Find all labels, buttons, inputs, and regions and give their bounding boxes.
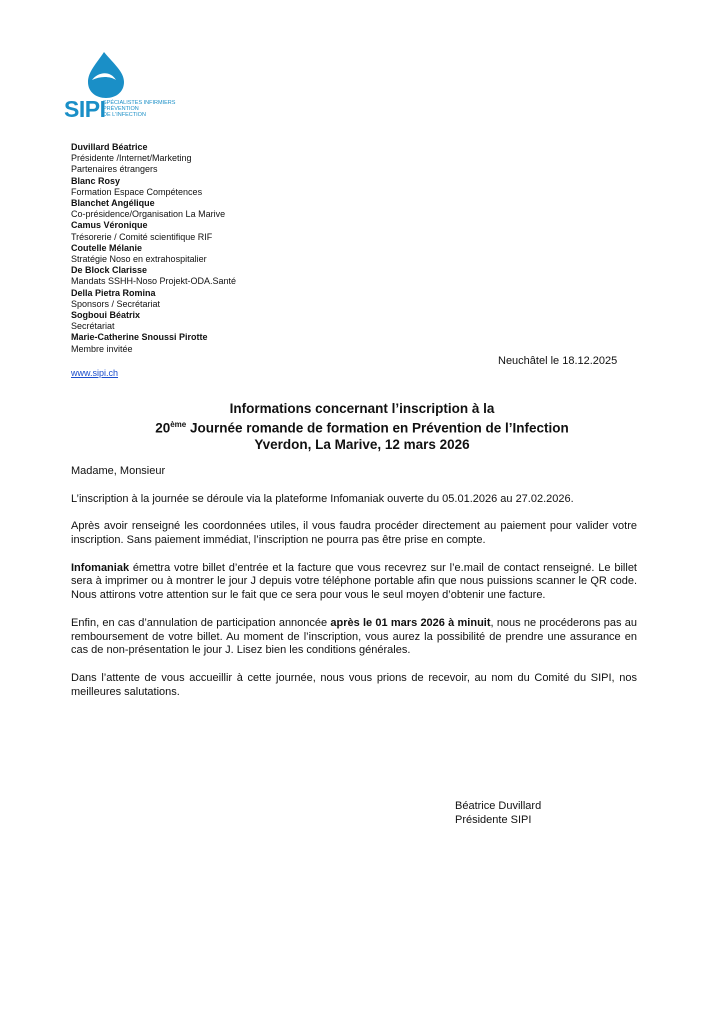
paragraph-ticket: Infomaniak émettra votre billet d’entrée et la facture que vous recevrez sur l’e.mail de contact renseigné. Le billet sera à imprimer ou à montrer le jour J depuis votre téléphone portable afin que nous puissions scanner le QR code. Nous attirons votre attention sur le fait que ce sera pour vous le seul moyen d’obtenir une facture. [71,561,637,602]
droplet-logo-icon [76,50,136,100]
committee-list [71,142,331,355]
paragraph-closing: Dans l’attente de vous accueillir à cette journée, nous vous prions de recevoir, au nom du Comité du SIPI, nos meilleures salutations. [71,671,637,698]
website-link[interactable]: www.sipi.ch [71,368,119,378]
place-date: Neuchâtel le 18.12.2025 [498,355,618,367]
member-role: Sponsors / Secrétariat [71,298,161,309]
member-name: Marie-Catherine Snoussi Pirotte [71,332,208,343]
member-role: Co-présidence/Organisation La Marive [71,209,226,220]
paragraph-registration: L’inscription à la journée se déroule via la plateforme Infomaniak ouverte du 05.01.2026 au 27.02.2026. [71,492,574,505]
member-name: Blanc Rosy [71,175,121,186]
paragraph-cancellation: Enfin, en cas d’annulation de participation annoncée après le 01 mars 2026 à minuit, nous ne procéderons pas au remboursement de votre billet. Au moment de l’inscription, vous aurez la possibilité de prendre une assurance en cas de non-présentation le jour J. Lisez bien les conditions générales. [71,616,638,657]
salutation: Madame, Monsieur [71,465,166,477]
letter-body [71,465,637,713]
member-name: Blanchet Angélique [71,198,155,209]
sipi-logo [64,50,184,122]
member-role: Mandats SSHH-Noso Projekt-ODA.Santé [71,276,237,287]
logo-brand: SIPI [64,96,106,122]
member-role: Formation Espace Compétences [71,186,203,197]
member-name: De Block Clarisse [71,265,148,276]
member-role: Trésorerie / Comité scientifique RIF [71,231,213,242]
member-role: Partenaires étrangers [71,164,158,175]
document-title [72,401,652,453]
title-line-2: 20ème Journée romande de formation en Prévention de l’Infection [155,420,569,436]
member-role: Membre invitée [71,343,133,354]
member-role: Secrétariat [71,321,115,332]
member-role: Stratégie Noso en extrahospitalier [71,254,207,265]
logo-subtitle: SPÉCIALISTES INFIRMIERS PRÉVENTION DE L'INFECTION [103,100,176,118]
member-name: Duvillard Béatrice [71,142,148,152]
member-name: Coutelle Mélanie [71,242,143,253]
signature-name: Béatrice Duvillard [455,800,542,812]
member-name: Camus Véronique [71,220,148,231]
member-name: Della Pietra Romina [71,287,156,298]
member-role: Présidente /Internet/Marketing [71,153,192,164]
signature-role: Présidente SIPI [455,813,532,826]
paragraph-payment: Après avoir renseigné les coordonnées utiles, il vous faudra procéder directement au paiement pour valider votre inscription. Sans paiement immédiat, l’inscription ne pourra pas être prise en compte. [71,520,637,546]
member-name: Sogboui Béatrix [71,310,141,321]
signature-block [455,800,541,828]
title-line-3: Yverdon, La Marive, 12 mars 2026 [254,436,470,452]
title-line-1: Informations concernant l’inscription à la [229,401,495,416]
